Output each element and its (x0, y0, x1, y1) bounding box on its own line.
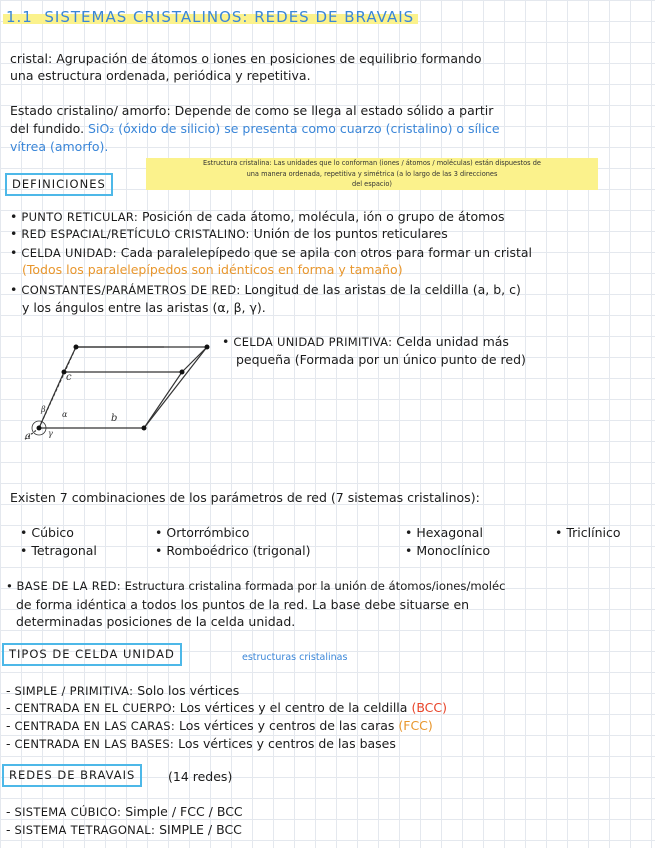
sistema-item: • Ortorrómbico (155, 525, 250, 540)
page-title (6, 8, 414, 26)
lattice-point (74, 345, 79, 350)
tipo-item: - CENTRADA EN EL CUERPO: Los vértices y el centro de la celdilla (BCC) (6, 700, 448, 715)
cristal-line1 (10, 50, 482, 67)
celda-note: (Todos los paralelepípedos son idénticos en forma y tamaño) (22, 262, 403, 277)
estado-line2 (10, 120, 500, 137)
bravais-tetragonal: - SISTEMA TETRAGONAL: SIMPLE / BCC (6, 822, 242, 837)
label-gamma: γ (48, 429, 53, 438)
sistema-item: • Triclínico (555, 525, 621, 540)
const-text: Longitud de las aristas de la celdilla (a, b, c) (244, 282, 521, 297)
estado-text1: Depende de como se llega al estado sólido a partir (174, 103, 494, 118)
highlight-note (146, 158, 598, 190)
tipo-item: - CENTRADA EN LAS CARAS: Los vértices y centros de las caras (FCC) (6, 718, 433, 733)
tetragonal-text: SIMPLE / BCC (159, 822, 242, 837)
lattice-point (37, 426, 42, 431)
title-text: SISTEMAS CRISTALINOS: REDES DE BRAVAIS (44, 8, 415, 26)
sistema-item: • Tetragonal (20, 543, 97, 558)
bravais-cubico: - SISTEMA CÚBICO: Simple / FCC / BCC (6, 804, 243, 819)
const-label: CONSTANTES/PARÁMETROS DE RED: (21, 283, 241, 297)
lattice-point (142, 426, 147, 431)
cristal-text1: Agrupación de átomos o iones en posiciones de equilibrio formando (56, 51, 482, 66)
tipos-header: TIPOS DE CELDA UNIDAD (2, 643, 182, 666)
celda-text: Cada paralelepípedo que se apila con otros para formar un cristal (120, 245, 533, 260)
sistema-item: • Cúbico (20, 525, 74, 540)
bravais-count: (14 redes) (168, 769, 233, 784)
celda-primitiva: • CELDA UNIDAD PRIMITIVA: Celda unidad más (222, 334, 509, 349)
label-a: a (25, 431, 31, 442)
cubico-label: SISTEMA CÚBICO: (14, 805, 122, 819)
const-line2: y los ángulos entre las aristas (α, β, γ). (22, 300, 266, 315)
highlight-line2: una manera ordenada, repetitiva y simétrica (a lo largo de las 3 direcciones (146, 169, 598, 180)
edge-right-front (144, 347, 207, 428)
cristal-text2: una estructura ordenada, periódica y repetitiva. (10, 68, 311, 83)
estado-example: SiO₂ (óxido de silicio) se presenta como cuarzo (cristalino) o sílice (88, 121, 500, 136)
edge-left (39, 372, 64, 428)
punto-reticular: • PUNTO RETICULAR: Posición de cada átomo, molécula, ión o grupo de átomos (10, 209, 505, 224)
definiciones-header: DEFINICIONES (5, 173, 113, 196)
tipos-note: estructuras cristalinas (242, 652, 348, 663)
celda-label: CELDA UNIDAD: (21, 246, 117, 260)
tipo-item: - CENTRADA EN LAS BASES: Los vértices y centros de las bases (6, 736, 396, 751)
punto-text: Posición de cada átomo, molécula, ión o grupo de átomos (142, 209, 505, 224)
label-alpha: α (62, 410, 68, 419)
sistemas-intro: Existen 7 combinaciones de los parámetros de red (7 sistemas cristalinos): (10, 490, 480, 505)
primitiva-text2: pequeña (Formada por un único punto de red) (236, 352, 526, 367)
base-text2: de forma idéntica a todos los puntos de la red. La base debe situarse en (16, 597, 470, 612)
tetragonal-label: SISTEMA TETRAGONAL: (14, 823, 156, 837)
primitiva-label: CELDA UNIDAD PRIMITIVA: (233, 335, 393, 349)
highlight-line1: Estructura cristalina: Las unidades que lo conforman (iones / átomos / moléculas) están dispuestos de (146, 158, 598, 169)
highlight-line3: del espacio) (146, 179, 598, 190)
red-label: RED ESPACIAL/RETÍCULO CRISTALINO: (21, 227, 250, 241)
base-text1: Estructura cristalina formada por la unión de átomos/iones/moléc (124, 579, 506, 593)
primitiva-text1: Celda unidad más (396, 334, 509, 349)
label-c: c (66, 372, 72, 383)
red-espacial: • RED ESPACIAL/RETÍCULO CRISTALINO: Unión de los puntos reticulares (10, 226, 448, 241)
lattice-point (180, 370, 185, 375)
estado-line1 (10, 102, 493, 119)
cristal-label: cristal: (10, 51, 53, 66)
sistema-item: • Romboédrico (trigonal) (155, 543, 311, 558)
title-number: 1.1 (6, 8, 33, 26)
unit-cell-diagram (14, 322, 214, 452)
edge-top-right (182, 347, 207, 372)
label-beta: β (41, 405, 46, 414)
estado-label: Estado cristalino/ amorfo: (10, 103, 171, 118)
label-b: b (111, 413, 118, 424)
base-label: BASE DE LA RED: (16, 579, 121, 593)
celda-unidad: • CELDA UNIDAD: Cada paralelepípedo que se apila con otros para formar un cristal (10, 245, 533, 260)
tipo-item: - SIMPLE / PRIMITIVA: Solo los vértices (6, 683, 240, 698)
sistema-item: • Hexagonal (405, 525, 483, 540)
bcc-tag: (BCC) (411, 700, 448, 715)
estado-text2: del fundido. (10, 121, 85, 136)
estado-example-end: vítrea (amorfo). (10, 139, 109, 154)
base-text3: determinadas posiciones de la celda unidad. (16, 614, 296, 629)
bravais-header: REDES DE BRAVAIS (2, 764, 142, 787)
sistema-item: • Monoclínico (405, 543, 491, 558)
cubico-text: Simple / FCC / BCC (125, 804, 243, 819)
fcc-tag: (FCC) (398, 718, 433, 733)
edge-right (144, 372, 182, 428)
constantes-red: • CONSTANTES/PARÁMETROS DE RED: Longitud de las aristas de la celdilla (a, b, c) (10, 282, 521, 297)
edge-top-left (64, 347, 76, 372)
red-text: Unión de los puntos reticulares (253, 226, 448, 241)
lattice-point (205, 345, 210, 350)
base-line1: • BASE DE LA RED: Estructura cristalina formada por la unión de átomos/iones/moléc (6, 579, 506, 593)
punto-label: PUNTO RETICULAR: (21, 210, 139, 224)
